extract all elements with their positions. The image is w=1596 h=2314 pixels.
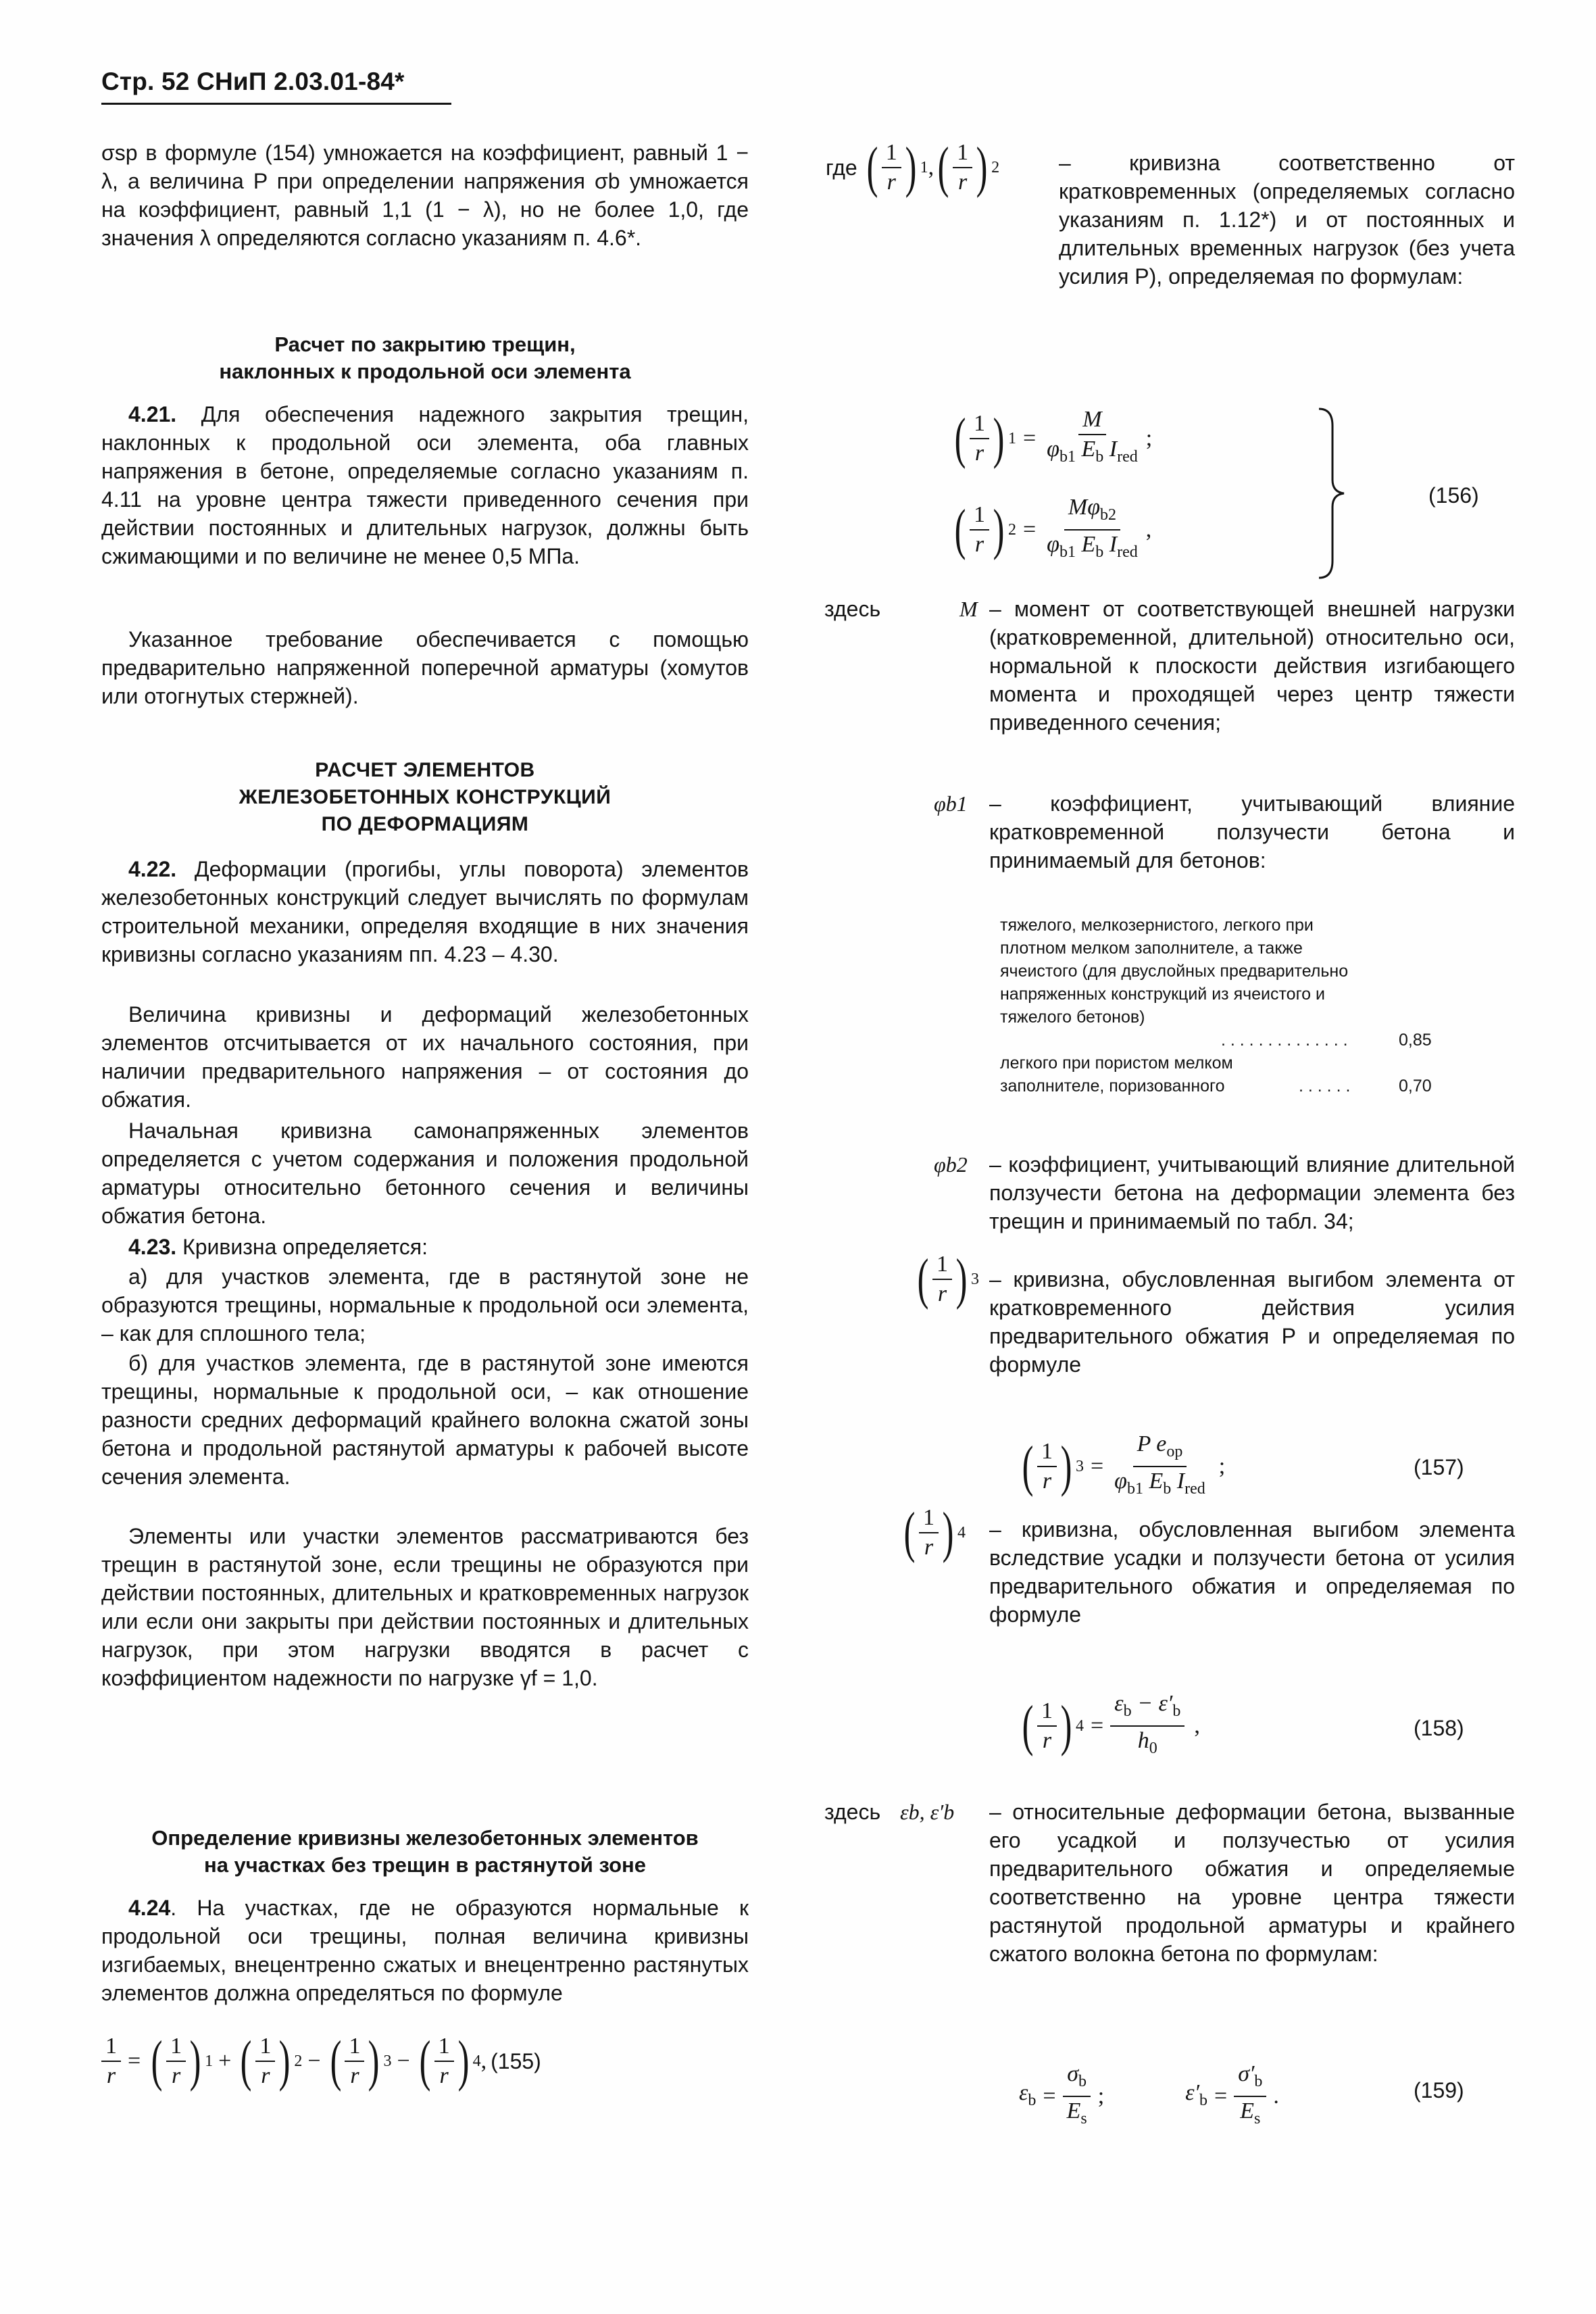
symbol-r3: ( $\frac{1}{r}$ ) 3 (917, 1248, 979, 1310)
intro-paragraph: σsp в формуле (154) умножается на коэффициент, равный 1 − λ, а величина P при определении напряжения σb умножается на коэффициент, равный 1,1 (1 − λ), но не более 1,0, где значения λ определяются согласно указаниям п. 4.6*. (101, 141, 749, 250)
page-header: Стр. 52 СНиП 2.03.01-84* (101, 68, 405, 95)
definition-phi-b2: – коэффициент, учитывающий влияние длительной ползучести бетона на деформации элемента без трещин и принимаемый по табл. 34; (989, 1152, 1515, 1233)
header-rule (101, 103, 451, 105)
heading-line: на участках без трещин в растянутой зоне (203, 1853, 647, 1877)
where-r12-label (826, 136, 1028, 199)
equation-number-156: (156) (1428, 483, 1479, 508)
section-heading-deformations (101, 757, 749, 838)
heading-line: Определение кривизны железобетонных элементов (151, 1826, 699, 1850)
formula-156-line2: ( $\frac{1}{r}$ ) 2 = $\frac{M\varphi_{b2}}{\varphi_{b1} E_b I_{red}}$ , (954, 495, 1152, 561)
paragraph-4-21b: Указанное требование обеспечивается с помощью предварительно напряженной поперечной арматуры (хомутов или отогнутых стержней). (101, 627, 749, 708)
here-label-2: здесь (824, 1800, 881, 1824)
leader-dots: . . . . . . . . . . . . . . (1221, 1031, 1348, 1050)
symbol-phi-b1: φb1 (934, 791, 968, 816)
formula-156 (951, 405, 1356, 581)
definition-M: – момент от соответствующей внешней нагрузки (кратковременной, длительной) относительно оси, нормальной к плоскости действия изгибающего момента и проходящей через центр тяжести приведенного сечения; (989, 597, 1515, 735)
paragraph-4-24 (101, 1894, 749, 2007)
clause-text: Деформации (прогибы, углы поворота) элементов железобетонных конструкций следует вычислять по формулам строительной механики, определяя входящие в них значения кривизны согласно указаниям пп. 4.23 – 4.30. (101, 857, 749, 966)
heading-line: ПО ДЕФОРМАЦИЯМ (321, 813, 529, 835)
right-brace (1316, 405, 1349, 581)
formula-r12-symbols: где ( $\frac{1}{r}$ ) 1 , ( $\frac{1}{r}$ ) 2 (826, 136, 1000, 199)
leader-dots: . . . . . . (1299, 1077, 1351, 1096)
concrete-heavy-value: 0,85 (1399, 1031, 1432, 1050)
definition-r3: – кривизна, обусловленная выгибом элемента от кратковременного действия усилия предварительного обжатия P и определяемая по формуле (989, 1267, 1515, 1377)
definition-phi-b1: – коэффициент, учитывающий влияние кратковременной ползучести бетона и принимаемый для бетонов: (989, 791, 1515, 872)
formula-156-line1: ( $\frac{1}{r}$ ) 1 = $\frac{M}{\varphi_{b1} E_b I_{red}}$ ; (954, 406, 1153, 470)
equation-number-157: (157) (1414, 1455, 1464, 1479)
section-heading-crack-closing (101, 331, 749, 385)
here-label: здесь (824, 597, 881, 621)
heading-line: РАСЧЕТ ЭЛЕМЕНТОВ (315, 759, 535, 781)
heading-line: Расчет по закрытию трещин, (274, 333, 576, 356)
definition-r12: – кривизна соответственно от кратковременных (определяемых согласно указаниям п. 1.12*) и от постоянных и длительных временных нагрузок (без учета усилия P), определяемая по формулам: (1059, 151, 1515, 289)
section-heading-curvature (101, 1825, 749, 1879)
clause-text: . На участках, где не образуются нормальные к продольной оси трещины, полная величина кривизны изгибаемых, внецентренно сжатых и внецентренно растянутых элементов должна определяться по формуле (101, 1896, 749, 2005)
definition-epsilon: – относительные деформации бетона, вызванные его усадкой и ползучестью от усилия предварительного обжатия и определяемые соответственно на уровне центра тяжести растянутой продольной арматуры и крайнего сжатого волокна бетона по формулам: (989, 1800, 1515, 1966)
clause-number: 4.22. (128, 857, 177, 881)
heading-line: наклонных к продольной оси элемента (219, 360, 631, 383)
paragraph-4-22c: Начальная кривизна самонапряженных элементов определяется с учетом содержания и положения продольной арматуры относительно бетонного сечения и величины обжатия бетона. (101, 1118, 749, 1228)
definition-r4: – кривизна, обусловленная выгибом элемента вследствие усадки и ползучести бетона от усилия предварительного обжатия и определяемая по формуле (989, 1517, 1515, 1627)
concrete-type-porous: легкого при пористом мелком заполнителе, поризованного (1000, 1054, 1233, 1096)
clause-number: 4.24 (128, 1896, 171, 1920)
where-word: где (826, 155, 857, 180)
symbol-M: M (959, 597, 978, 621)
formula-155: $\frac{1}{r}$ = ( $\frac{1}{r}$ ) 1 + ( $\frac{1}{r}$ ) 2 − ( $\frac{1}{r}$ ) 3 − ( $\frac{1}{r}$ ) 4 , (155) (101, 2027, 749, 2095)
clause-text: Для обеспечения надежного закрытия трещин, наклонных к продольной оси элемента, оба главных напряжения в бетоне, определяемые согласно указаниям п. 4.11 на уровне центра тяжести приведенного сечения при действии постоянных и длительных нагрузок, должны быть сжимающими и по величине не менее 0,5 МПа. (101, 402, 749, 568)
concrete-type-heavy: тяжелого, мелкозернистого, легкого при плотном мелком заполнителе, а также ячеистого (для двуслойных предварительно напряженных конструкций из ячеистого и тяжелого бетонов) (1000, 916, 1349, 1027)
clause-text: Кривизна определяется: (182, 1235, 428, 1259)
paragraph-4-21 (101, 400, 749, 570)
equation-number: (155) (491, 2049, 541, 2073)
formula-159: $\varepsilon_b$ = $\frac{\sigma_b}{E_s}$ ; $\varepsilon'_b$ = $\frac{\sigma'_b}{E_s}$ . (1019, 2061, 1279, 2127)
equation-number-158: (158) (1414, 1716, 1464, 1740)
symbol-phi-b2: φb2 (934, 1152, 968, 1177)
paragraph-4-22 (101, 855, 749, 968)
paragraph-4-23b: б) для участков элемента, где в растянутой зоне имеются трещины, нормальные к продольной оси, – как отношение разности средних деформаций крайнего волокна сжатой зоны бетона и продольной растянутой арматуры к рабочей высоте сечения элемента. (101, 1351, 749, 1489)
paragraph-4-23a: а) для участков элемента, где в растянутой зоне не образуются трещины, нормальные к продольной оси элемента, – как для сплошного тела; (101, 1264, 749, 1346)
paragraph-4-23 (101, 1233, 749, 1261)
fraction-1-r: $\frac{1}{r}$ (101, 2032, 121, 2090)
symbol-r4: ( $\frac{1}{r}$ ) 4 (903, 1501, 966, 1564)
concrete-porous-value: 0,70 (1399, 1077, 1432, 1096)
symbol-epsilon: εb, ε′b (900, 1800, 955, 1824)
formula-157: ( $\frac{1}{r}$ ) 3 = $\frac{P e_{op}}{\varphi_{b1} E_b I_{red}}$ ; (1022, 1431, 1226, 1498)
formula-158: ( $\frac{1}{r}$ ) 4 = $\frac{\varepsilon_b - \varepsilon'_b}{h_0}$ , (1022, 1691, 1200, 1757)
heading-line: ЖЕЛЕЗОБЕТОННЫХ КОНСТРУКЦИЙ (239, 786, 612, 808)
clause-number: 4.21. (128, 402, 177, 426)
paragraph-4-23c: Элементы или участки элементов рассматриваются без трещин в растянутой зоне, если трещины не образуются при действии постоянных, длительных и кратковременных нагрузок или если они закрыты при действии постоянных и длительных нагрузок, при этом нагрузки вводятся в расчет с коэффициентом надежности по нагрузке γf = 1,0. (101, 1524, 749, 1690)
paragraph-4-22b: Величина кривизны и деформаций железобетонных элементов отсчитывается от их начального состояния, при наличии предварительного напряжения – от состояния до обжатия. (101, 1002, 749, 1112)
equation-number-159: (159) (1414, 2078, 1464, 2102)
clause-number: 4.23. (128, 1235, 177, 1259)
